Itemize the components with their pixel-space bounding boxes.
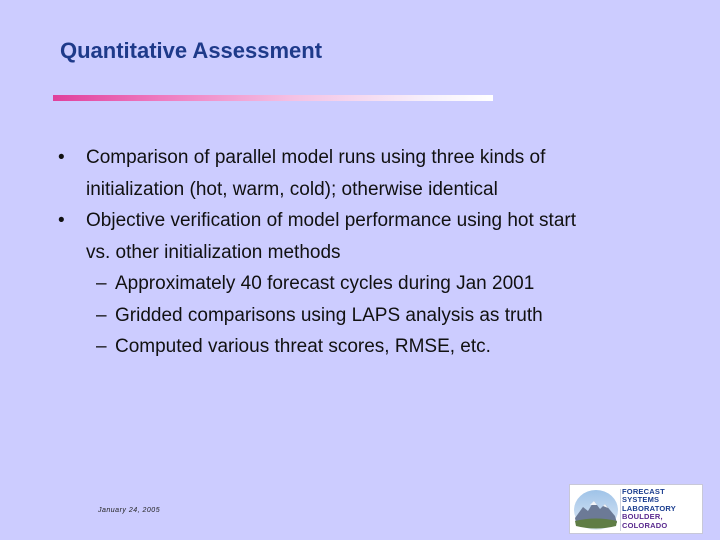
bullet-line: vs. other initialization methods — [86, 241, 341, 263]
sub-bullet-marker: – — [96, 304, 107, 326]
sub-bullet-item — [58, 300, 698, 332]
sub-bullet-text: Computed various threat scores, RMSE, etc. — [115, 336, 491, 357]
sub-bullet-text: Approximately 40 forecast cycles during Jan 2001 — [115, 273, 535, 294]
bullet-item-comparison — [58, 142, 698, 205]
logo-text — [622, 488, 702, 530]
sub-bullet-text: Gridded comparisons using LAPS analysis as truth — [115, 304, 543, 326]
sub-bullet-marker: – — [96, 336, 107, 357]
bullet-marker: • — [58, 210, 65, 231]
sub-bullet-item — [58, 268, 698, 300]
sub-bullet-marker: – — [96, 273, 107, 294]
logo-line: FORECAST — [622, 487, 665, 496]
bullet-line: initialization (hot, warm, cold); otherwise identical — [86, 178, 498, 200]
slide-body — [58, 142, 698, 363]
bullet-marker: • — [58, 147, 65, 168]
bullet-line: Comparison of parallel model runs using three kinds of — [86, 147, 546, 168]
bullet-item-verification — [58, 205, 698, 268]
slide-title: Quantitative Assessment — [60, 38, 323, 63]
fsl-logo — [569, 484, 703, 534]
title-underline-gradient — [53, 95, 493, 101]
sub-bullet-item — [58, 331, 698, 363]
logo-line: SYSTEMS — [622, 495, 660, 505]
logo-line: BOULDER, COLORADO — [622, 512, 668, 530]
logo-line: LABORATORY — [622, 503, 676, 513]
bullet-line: Objective verification of model performance using hot start — [86, 210, 577, 231]
footer-date: January 24, 2005 — [98, 507, 161, 514]
